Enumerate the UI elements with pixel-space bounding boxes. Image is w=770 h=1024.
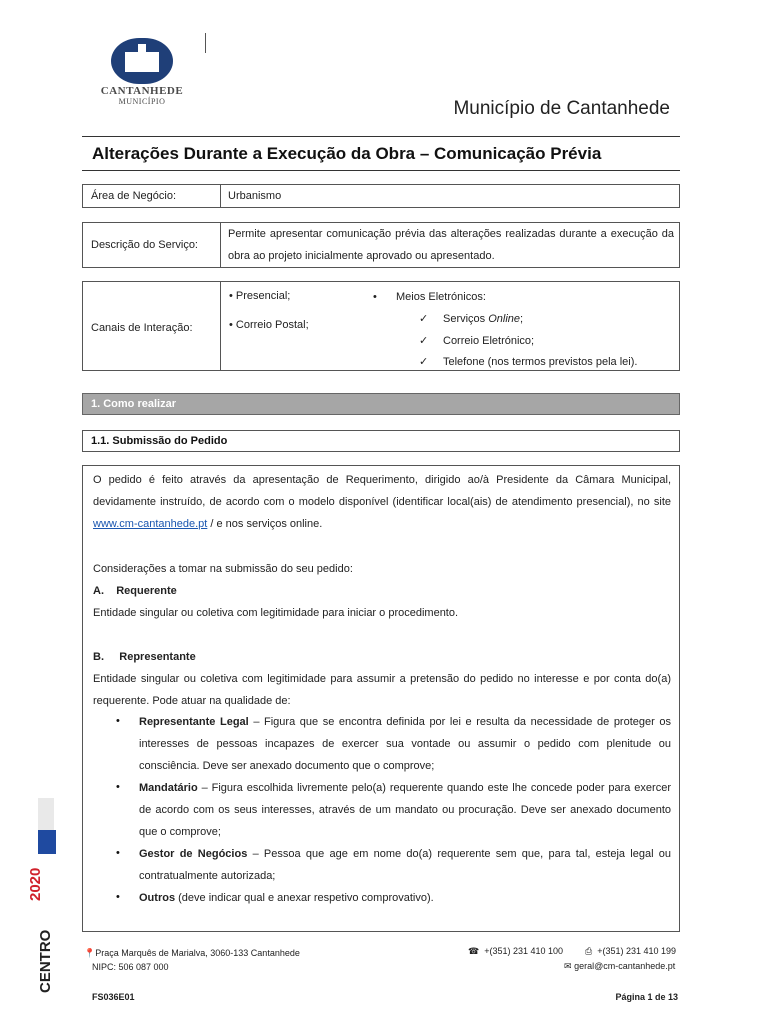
footer-nipc: NIPC: 506 087 000 (92, 962, 169, 972)
item-title: Mandatário (139, 782, 198, 794)
footer-email (564, 961, 675, 972)
footer-address (84, 948, 300, 959)
side-brand: CENTRO (37, 929, 54, 993)
page-number: Página 1 de 13 (615, 992, 678, 1002)
requerente-letter: A. (93, 585, 104, 597)
footer-code: FS036E01 (92, 992, 135, 1002)
check-icon: ✓ (419, 313, 429, 325)
footer-fax (585, 946, 676, 957)
description-label: Descrição do Serviço: (91, 239, 198, 251)
check-icon: ✓ (419, 356, 429, 368)
meios-online: Serviços Online; (443, 313, 524, 325)
list-item (139, 843, 671, 887)
envelope-icon: ✉ (564, 961, 572, 971)
considerations-text: Considerações a tomar na submissão do seu pedido: (93, 563, 353, 575)
phone-icon: ☎ (468, 946, 480, 956)
item-text: – Figura escolhida livremente pelo(a) requerente quando este lhe concede poder para exercer de acordo com os seus interesses, através de um mandato ou procuração. Deve ser anexado documento que o comprove; (139, 782, 671, 838)
item-title: Representante Legal (139, 716, 249, 728)
item-title: Outros (139, 892, 176, 904)
bullet-icon: • (116, 847, 120, 859)
address-text: Praça Marquês de Marialva, 3060-133 Cantanhede (95, 948, 300, 958)
representante-heading (93, 646, 671, 668)
eu-flag-icon (38, 830, 56, 854)
representante-text: Entidade singular ou coletiva com legitimidade para assumir a pretensão do pedido no interesse e por conta do(a) requerente. Pode atuar na qualidade de: (93, 673, 671, 707)
website-link[interactable]: www.cm-cantanhede.pt (93, 518, 208, 530)
email-text: geral@cm-cantanhede.pt (574, 961, 676, 971)
list-item (139, 777, 671, 843)
area-label: Área de Negócio: (91, 190, 176, 202)
list-item (139, 887, 671, 909)
bullet-icon: • (116, 715, 120, 727)
requerente-heading (93, 580, 671, 602)
municipality-logo (96, 38, 188, 106)
description-row (82, 222, 680, 268)
intro-paragraph (93, 469, 671, 535)
meios-phone: Telefone (nos termos previstos pela lei). (443, 356, 638, 368)
channel-postal: • Correio Postal; (229, 319, 309, 331)
description-value: Permite apresentar comunicação prévia das alterações realizadas durante a execução da obra ao projeto inicialmente aprovado ou apresentado. (228, 228, 674, 262)
requerente-text: Entidade singular ou coletiva com legitimidade para iniciar o procedimento. (93, 607, 459, 619)
meios-email: Correio Eletrónico; (443, 335, 535, 347)
intro-end: / e nos serviços online. (207, 518, 323, 530)
content-box (82, 465, 680, 932)
subsection-heading: 1.1. Submissão do Pedido (82, 430, 680, 452)
meios-title: Meios Eletrónicos: (396, 291, 486, 303)
bullet-icon: • (116, 891, 120, 903)
bullet-icon: • (373, 291, 377, 303)
item-text: – Figura que se encontra definida por lei e resulta da necessidade de proteger os interesses de pessoas incapazes de exercer sua vontade ou assumir o pedido com plenitude ou consciência. Deve ser anexado documento que o comprove; (139, 716, 671, 772)
item-text: – Pessoa que age em nome do(a) requerente sem que, para tal, esteja legal ou contratualmente autorizada; (139, 848, 671, 882)
list-item (139, 711, 671, 777)
area-value: Urbanismo (228, 190, 282, 202)
title-rule-top (82, 136, 680, 137)
municipality-name: Município de Cantanhede (453, 98, 670, 119)
channel-presencial: • Presencial; (229, 290, 291, 302)
fax-icon: ⎙ (585, 946, 593, 956)
fax-text: +(351) 231 410 199 (597, 946, 677, 956)
logo-sub: MUNICÍPIO (118, 97, 166, 106)
location-pin-icon: 📍 (84, 948, 96, 958)
item-text: (deve indicar qual e anexar respetivo comprovativo). (175, 892, 434, 904)
channels-label: Canais de Interação: (91, 322, 193, 334)
phone-text: +(351) 231 410 100 (484, 946, 564, 956)
channels-row (82, 281, 680, 371)
header-divider (205, 33, 206, 53)
check-icon: ✓ (419, 335, 429, 347)
item-title: Gestor de Negócios (139, 848, 248, 860)
title-rule-bottom (82, 170, 680, 171)
representante-title: Representante (119, 651, 196, 663)
bullet-icon: • (116, 781, 120, 793)
side-logo-small (38, 798, 54, 834)
requerente-title: Requerente (116, 585, 177, 597)
footer-phone (468, 946, 563, 957)
area-row (82, 184, 680, 208)
intro-text: O pedido é feito através da apresentação de Requerimento, dirigido ao/à Presidente da Câmara Municipal, devidamente instruído, de acordo com o modelo disponível (identificar local(ais) de atendimento presencial), no site (93, 474, 671, 508)
section-heading: 1. Como realizar (82, 393, 680, 415)
document-title: Alterações Durante a Execução da Obra – Comunicação Prévia (92, 144, 602, 163)
logo-name: CANTANHEDE (100, 85, 184, 97)
side-year: 2020 (27, 867, 44, 901)
representante-letter: B. (93, 651, 104, 663)
logo-emblem-icon (111, 38, 173, 84)
